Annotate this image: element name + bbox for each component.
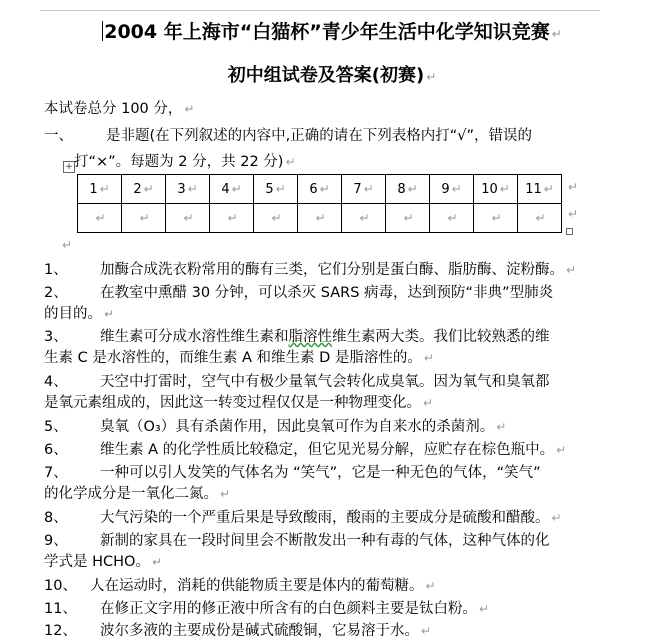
answer-cell[interactable]	[254, 204, 298, 233]
paragraph-mark: ↵	[220, 487, 231, 501]
paragraph-mark: ↵	[104, 307, 115, 321]
cell-end-mark: ↵	[359, 210, 370, 225]
question-text: 是氧元素组成的，因此这一转变过程仅仅是一种物理变化。	[44, 395, 421, 411]
question-text: 在修正文字用的修正液中所含有的白色颜料主要是钛白粉。	[100, 601, 477, 617]
total-score-text: 本试卷总分 100 分，	[44, 101, 183, 117]
question-6	[44, 440, 566, 460]
cell-end-mark: ↵	[271, 210, 282, 225]
cell-end-mark: ↵	[143, 181, 154, 196]
answer-table-header-row	[78, 175, 562, 204]
spellcheck-underlined-text: 脂溶性	[288, 329, 332, 345]
question-12	[44, 621, 431, 641]
answer-table-answer-row	[78, 204, 562, 233]
cell-end-mark: ↵	[319, 181, 330, 196]
question-number: 10、	[44, 578, 77, 594]
question-3-cont	[44, 348, 434, 368]
section1-heading	[44, 126, 532, 146]
question-number-label: 6	[309, 181, 318, 197]
question-3	[44, 327, 550, 347]
page-subtitle	[0, 64, 664, 89]
question-number-label: 2	[133, 181, 142, 197]
cell-end-mark: ↵	[99, 181, 110, 196]
answer-cell[interactable]	[386, 204, 430, 233]
question-text: 加酶合成洗衣粉常用的酶有三类，它们分别是蛋白酶、脂肪酶、淀粉酶。	[100, 262, 564, 278]
page-top-rule	[40, 10, 600, 11]
question-text: 臭氧（O₃）具有杀菌作用，因此臭氧可作为自来水的杀菌剂。	[100, 419, 495, 435]
answer-table-header-cell	[166, 175, 210, 204]
row-end-mark: ↵	[568, 180, 579, 194]
row-end-mark: ↵	[568, 207, 579, 221]
answer-cell[interactable]	[474, 204, 518, 233]
cell-end-mark: ↵	[187, 181, 198, 196]
question-text: 生素 C 是水溶性的，而维生素 A 和维生素 D 是脂溶性的。	[44, 350, 422, 366]
question-number: 1、	[44, 262, 68, 278]
question-number: 9、	[44, 533, 68, 549]
question-text: 维生素两大类。我们比较熟悉的维	[332, 329, 550, 345]
cell-end-mark: ↵	[275, 181, 286, 196]
question-number-label: 3	[177, 181, 186, 197]
question-text: 天空中打雷时，空气中有极少量氧气会转化成臭氧。因为氧气和臭氧都	[100, 374, 550, 390]
answer-table-header-cell	[210, 175, 254, 204]
question-text: 维生素 A 的化学性质比较稳定，但它见光易分解，应贮存在棕色瓶中。	[100, 442, 555, 458]
question-number: 4、	[44, 374, 68, 390]
question-text: 的化学成分是一氧化二氮。	[44, 486, 218, 502]
answer-table-header-cell	[254, 175, 298, 204]
section-instruction-line1: 是非题(在下列叙述的内容中,正确的请在下列表格内打“√”，错误的	[106, 128, 533, 144]
title-text: 2004 年上海市“白猫杯”青少年生活中化学知识竞赛	[104, 21, 550, 43]
cell-end-mark: ↵	[139, 210, 150, 225]
question-number-label: 7	[353, 181, 362, 197]
answer-table-header-cell	[474, 175, 518, 204]
table-resize-handle-icon[interactable]	[566, 228, 573, 235]
answer-table-header-cell	[518, 175, 562, 204]
answer-cell[interactable]	[342, 204, 386, 233]
answer-cell[interactable]	[78, 204, 122, 233]
question-11	[44, 599, 489, 619]
paragraph-mark: ↵	[496, 420, 507, 434]
question-number-label: 9	[441, 181, 450, 197]
question-8	[44, 508, 562, 528]
paragraph-mark: ↵	[421, 624, 432, 638]
section-instruction-line2: 打“×”。每题为 2 分，共 22 分)	[74, 154, 284, 170]
question-1	[44, 260, 576, 280]
question-number: 7、	[44, 465, 68, 481]
question-number: 2、	[44, 285, 68, 301]
cell-end-mark: ↵	[403, 210, 414, 225]
question-number: 12、	[44, 623, 77, 639]
question-number-label: 8	[397, 181, 406, 197]
cell-end-mark: ↵	[543, 181, 554, 196]
paragraph-mark: ↵	[423, 396, 434, 410]
question-number: 5、	[44, 419, 68, 435]
question-number: 6、	[44, 442, 68, 458]
question-number: 8、	[44, 510, 68, 526]
cell-end-mark: ↵	[407, 181, 418, 196]
answer-table-header-cell	[430, 175, 474, 204]
question-text: 新制的家具在一段时间里会不断散发出一种有毒的气体，这种气体的化	[100, 533, 550, 549]
question-text: 维生素可分成水溶性维生素和	[100, 329, 289, 345]
answer-cell[interactable]	[166, 204, 210, 233]
cell-end-mark: ↵	[491, 210, 502, 225]
question-5	[44, 417, 506, 437]
answer-cell[interactable]	[518, 204, 562, 233]
question-7	[44, 463, 541, 483]
subtitle-text: 初中组试卷及答案(初赛)	[227, 65, 425, 86]
answer-table-header-cell	[342, 175, 386, 204]
question-7-cont	[44, 484, 230, 504]
paragraph-mark: ↵	[151, 555, 163, 569]
cell-end-mark: ↵	[183, 210, 194, 225]
answer-cell[interactable]	[210, 204, 254, 233]
cell-end-mark: ↵	[227, 210, 238, 225]
question-text: 在教室中熏醋 30 分钟，可以杀灭 SARS 病毒，达到预防“非典”型肺炎	[100, 285, 554, 301]
question-number-label: 5	[265, 181, 274, 197]
paragraph-mark: ↵	[551, 511, 562, 525]
paragraph-mark: ↵	[426, 70, 437, 84]
answer-cell[interactable]	[430, 204, 474, 233]
question-text: 一种可以引人发笑的气体名为 “笑气”，它是一种无色的气体，“笑气”	[100, 465, 541, 481]
answer-cell[interactable]	[298, 204, 342, 233]
question-text: 人在运动时，消耗的供能物质主要是体内的葡萄糖。	[90, 578, 424, 594]
paragraph-mark: ↵	[423, 351, 434, 365]
cell-end-mark: ↵	[447, 210, 458, 225]
page-title	[0, 20, 664, 46]
cell-end-mark: ↵	[363, 181, 374, 196]
question-2-cont	[44, 304, 114, 324]
cell-end-mark: ↵	[315, 210, 326, 225]
section1-line2	[74, 152, 296, 172]
cell-end-mark: ↵	[231, 181, 242, 196]
question-text: 学式是 HCHO。	[44, 554, 150, 570]
total-score-line	[44, 99, 194, 119]
question-number-label: 10	[481, 181, 498, 197]
paragraph-mark: ↵	[62, 238, 73, 252]
paragraph-mark: ↵	[479, 602, 490, 616]
answer-table-header-cell	[298, 175, 342, 204]
paragraph-mark: ↵	[285, 155, 296, 169]
question-4	[44, 372, 550, 392]
answer-cell[interactable]	[122, 204, 166, 233]
question-number-label: 11	[525, 181, 542, 197]
question-2	[44, 283, 553, 303]
answer-table	[77, 174, 562, 233]
paragraph-mark: ↵	[184, 102, 195, 116]
question-text: 大气污染的一个严重后果是导致酸雨，酸雨的主要成分是硫酸和醋酸。	[100, 510, 550, 526]
question-9-cont	[44, 552, 162, 572]
paragraph-mark: ↵	[425, 579, 436, 593]
question-number: 3、	[44, 329, 68, 345]
question-4-cont	[44, 393, 433, 413]
question-text: 的目的。	[44, 306, 102, 322]
paragraph-mark: ↵	[551, 27, 562, 41]
cell-end-mark: ↵	[451, 181, 462, 196]
paragraph-mark: ↵	[556, 443, 567, 457]
answer-table-header-cell	[122, 175, 166, 204]
table-move-handle-icon[interactable]: +	[63, 161, 75, 173]
question-number-label: 1	[89, 181, 98, 197]
section-number: 一、	[44, 128, 73, 144]
question-10	[44, 576, 436, 596]
answer-table-header-cell	[78, 175, 122, 204]
paragraph-mark: ↵	[566, 263, 577, 277]
answer-table-header-cell	[386, 175, 430, 204]
question-number-label: 4	[221, 181, 230, 197]
cell-end-mark: ↵	[95, 210, 106, 225]
question-number: 11、	[44, 601, 77, 617]
question-text: 波尔多液的主要成份是碱式硫酸铜，它易溶于水。	[100, 623, 419, 639]
cell-end-mark: ↵	[499, 181, 510, 196]
question-9	[44, 531, 550, 551]
cell-end-mark: ↵	[535, 210, 546, 225]
